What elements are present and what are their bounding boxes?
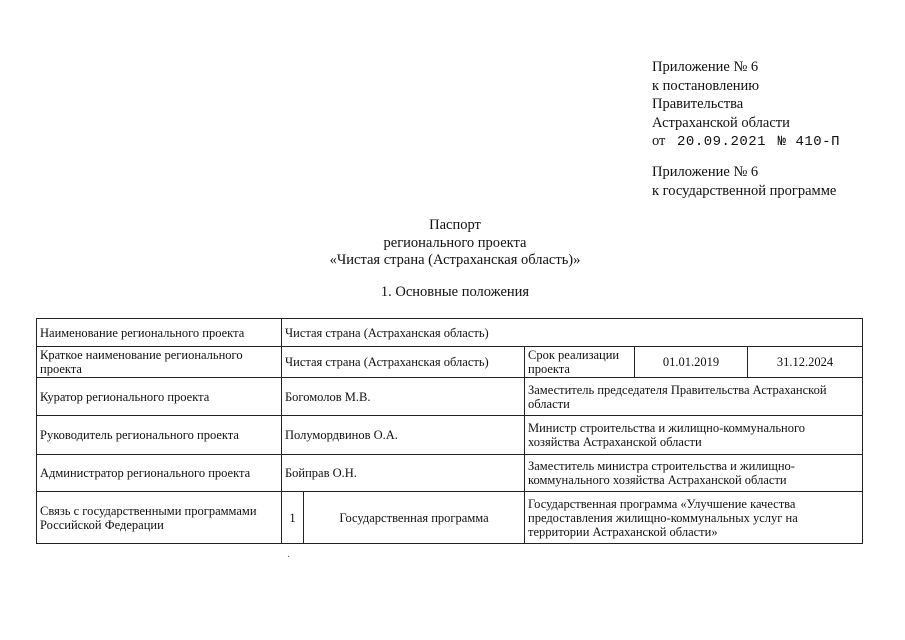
row-label: Руководитель регионального проекта [37, 416, 282, 455]
start-date: 01.01.2019 [635, 347, 748, 378]
row-label: Администратор регионального проекта [37, 455, 282, 492]
head-position: Министр строительства и жилищно-коммунального хозяйства Астраханской области [525, 416, 863, 455]
row-label: Краткое наименование регионального проекта [37, 347, 282, 378]
date-prefix: от [652, 133, 666, 149]
term-label: Срок реализации проекта [525, 347, 635, 378]
project-name-value: Чистая страна (Астраханская область) [282, 319, 863, 347]
appendix-title: Приложение № 6 [652, 59, 759, 75]
passport-title [250, 217, 660, 270]
appendix-reference: к постановлению [652, 77, 760, 94]
appendix-header [652, 58, 840, 152]
appendix-region: Астраханской области [652, 114, 790, 131]
project-name: «Чистая страна (Астраханская область)» [329, 252, 581, 268]
passport-subheading: регионального проекта [383, 234, 527, 251]
program-number: 1 [282, 492, 304, 544]
appendix-date-line [652, 132, 840, 152]
passport-table [36, 318, 863, 544]
appendix-program-title: Приложение № 6 [652, 164, 759, 180]
row-label: Связь с государственными программами Российской Федерации [37, 492, 282, 544]
short-name-value: Чистая страна (Астраханская область) [282, 347, 525, 378]
table-row [37, 492, 863, 544]
decree-date: 20.09.2021 [677, 134, 767, 150]
scan-dot: · [287, 552, 291, 563]
program-name: Государственная программа «Улучшение качества предоставления жилищно-коммунальных услуг на территории Астраханской области» [525, 492, 863, 544]
program-type: Государственная программа [304, 492, 525, 544]
table-row [37, 347, 863, 378]
curator-name: Богомолов М.В. [282, 378, 525, 416]
appendix-program-reference: к государственной программе [652, 182, 837, 199]
appendix-authority: Правительства [652, 96, 744, 112]
passport-heading: Паспорт [429, 217, 481, 233]
row-label: Наименование регионального проекта [37, 319, 282, 347]
administrator-name: Бойправ О.Н. [282, 455, 525, 492]
appendix-program [652, 163, 836, 200]
row-label: Куратор регионального проекта [37, 378, 282, 416]
head-name: Полумордвинов О.А. [282, 416, 525, 455]
table-row [37, 378, 863, 416]
table-row [37, 416, 863, 455]
administrator-position: Заместитель министра строительства и жилищно-коммунального хозяйства Астраханской области [525, 455, 863, 492]
curator-position: Заместитель председателя Правительства Астраханской области [525, 378, 863, 416]
decree-number: № 410-П [777, 134, 840, 150]
section-title: 1. Основные положения [380, 284, 530, 300]
end-date: 31.12.2024 [748, 347, 863, 378]
table-row [37, 455, 863, 492]
table-row [37, 319, 863, 347]
